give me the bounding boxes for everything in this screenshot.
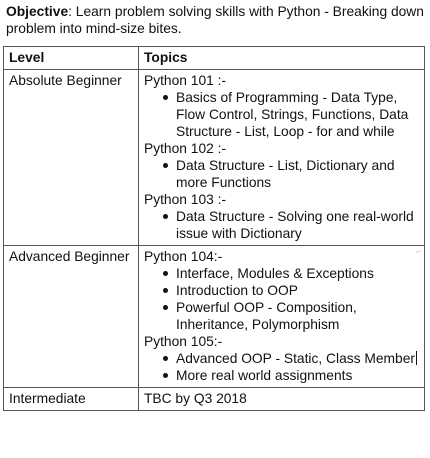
list-item [176,350,419,367]
cell-resize-handle-icon[interactable]: ⌐ [416,247,421,256]
topics-cell[interactable]: TBC by Q3 2018 [139,388,425,411]
topic-list [144,89,419,140]
list-item: Introduction to OOP [176,282,419,299]
course-title: Python 104:- [144,249,223,264]
level-cell[interactable]: Absolute Beginner [4,70,139,246]
curriculum-table[interactable] [3,46,425,411]
list-item: Interface, Modules & Exceptions [176,265,419,282]
objective-text: : Learn problem solving skills with Python - Breaking down problem into mind-size bites. [6,4,424,36]
topic-list [144,208,419,242]
list-item: Data Structure - List, Dictionary and more Functions [176,157,419,191]
objective-label: Objective [6,4,69,19]
course-title: Python 103 :- [144,192,227,207]
list-item: Basics of Programming - Data Type, Flow Control, Strings, Functions, Data Structure - List, Loop - for and while [176,89,419,140]
text-cursor [416,351,417,365]
table-row [4,246,425,388]
list-item: More real world assignments [176,367,419,384]
list-item-text: Advanced OOP - Static, Class Member [176,351,415,366]
level-cell[interactable]: Intermediate [4,388,139,411]
list-item: Data Structure - Solving one real-world issue with Dictionary [176,208,419,242]
header-level[interactable]: Level [4,47,139,70]
topics-cell[interactable] [139,246,425,388]
list-item: Powerful OOP - Composition, Inheritance, Polymorphism [176,299,419,333]
topic-list [144,157,419,191]
table-header-row [4,47,425,70]
topic-list [144,265,419,333]
table-row [4,388,425,411]
objective-paragraph[interactable] [6,3,424,37]
topics-cell[interactable] [139,70,425,246]
course-title: Python 101 :- [144,73,227,88]
header-topics[interactable]: Topics [139,47,425,70]
topic-list [144,350,419,384]
course-title: Python 105:- [144,334,223,349]
level-cell[interactable]: Advanced Beginner [4,246,139,388]
table-row [4,70,425,246]
course-title: Python 102 :- [144,141,227,156]
